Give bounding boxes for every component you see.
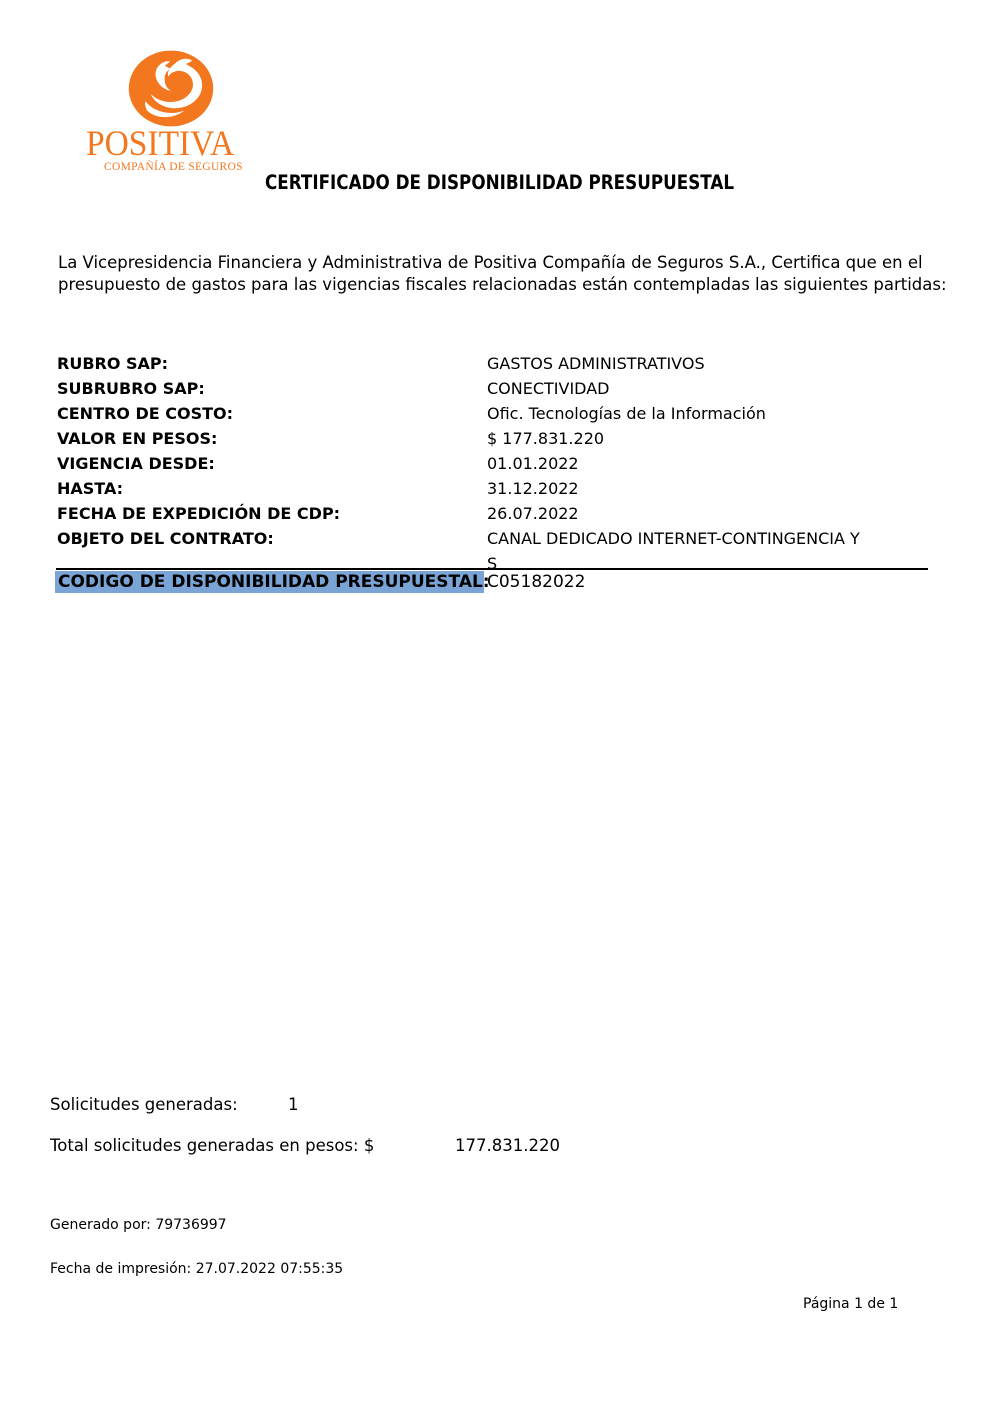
field-value: 31.12.2022 [487,479,579,498]
field-row-valor-pesos [57,426,937,451]
page-title: CERTIFICADO DE DISPONIBILIDAD PRESUPUESTAL [265,171,735,194]
field-label: SUBRUBRO SAP: [57,379,205,398]
field-value: GASTOS ADMINISTRATIVOS [487,354,705,373]
field-row-subrubro [57,376,937,401]
field-value-line: CANAL DEDICADO INTERNET-CONTINGENCIA Y [487,529,860,548]
print-date: Fecha de impresión: 27.07.2022 07:55:35 [50,1261,344,1277]
field-label: RUBRO SAP: [57,354,169,373]
field-row-vigencia-desde [57,451,937,476]
solicitudes-value: 1 [288,1095,299,1114]
field-value: 26.07.2022 [487,504,579,523]
intro-paragraph [58,252,947,295]
cdp-code-label: CODIGO DE DISPONIBILIDAD PRESUPUESTAL: [55,571,484,593]
intro-line: presupuesto de gastos para las vigencias fiscales relacionadas están contempladas las siguientes partidas: [58,274,947,294]
divider-line [56,568,928,570]
solicitudes-label: Solicitudes generadas: [50,1095,238,1114]
field-row-hasta [57,476,937,501]
brand-tagline: COMPAÑÍA DE SEGUROS [104,161,243,173]
total-label: Total solicitudes generadas en pesos: $ [50,1136,375,1155]
total-solicitudes-row [50,1136,560,1155]
field-value: $ 177.831.220 [487,429,605,448]
field-label: HASTA: [57,479,124,498]
intro-line: La Vicepresidencia Financiera y Administrativa de Positiva Compañía de Seguros S.A., Certifica que en el [58,253,923,272]
field-label: FECHA DE EXPEDICIÓN DE CDP: [57,504,341,523]
page-number: Página 1 de 1 [803,1296,899,1312]
field-row-centro-costo [57,401,937,426]
positiva-logo-icon [127,49,215,128]
field-label: VALOR EN PESOS: [57,429,218,448]
field-value-line: S [487,554,498,573]
brand-wordmark: POSITIVA [86,123,235,163]
cdp-code-row [55,571,585,593]
field-row-fecha-expedicion [57,501,937,526]
cdp-code-value: C05182022 [487,572,586,592]
field-label: OBJETO DEL CONTRATO: [57,529,274,548]
fields-table [57,351,937,576]
total-value: 177.831.220 [455,1136,560,1155]
field-label: VIGENCIA DESDE: [57,454,215,473]
field-value: Ofic. Tecnologías de la Información [487,404,766,423]
field-value: 01.01.2022 [487,454,579,473]
generated-by: Generado por: 79736997 [50,1217,227,1233]
field-label: CENTRO DE COSTO: [57,404,234,423]
field-value: CONECTIVIDAD [487,379,610,398]
field-row-rubro [57,351,937,376]
solicitudes-row [50,1095,299,1114]
